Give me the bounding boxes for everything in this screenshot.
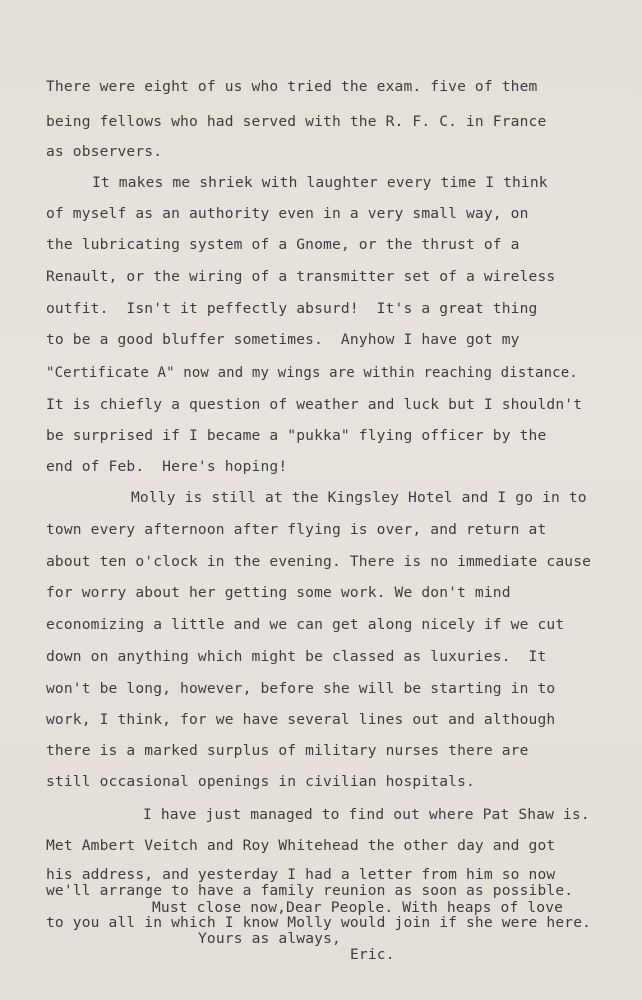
letter-closing: Yours as always, bbox=[198, 930, 341, 947]
letter-line: I have just managed to find out where Pat Shaw is. bbox=[143, 806, 590, 823]
letter-line: Must close now,Dear People. With heaps of love bbox=[152, 899, 564, 916]
letter-line: as observers. bbox=[46, 143, 163, 160]
letter-line: being fellows who had served with the R. F. C. in France bbox=[46, 113, 547, 130]
letter-line: town every afternoon after flying is over, and return at bbox=[46, 521, 547, 538]
letter-line: the lubricating system of a Gnome, or the thrust of a bbox=[46, 236, 520, 253]
letter-line: of myself as an authority even in a very small way, on bbox=[46, 205, 529, 222]
letter-line: Molly is still at the Kingsley Hotel and I go in to bbox=[131, 489, 587, 506]
letter-line: economizing a little and we can get along nicely if we cut bbox=[46, 616, 565, 633]
letter-line: for worry about her getting some work. We don't mind bbox=[46, 584, 511, 601]
letter-line: there is a marked surplus of military nurses there are bbox=[46, 742, 529, 759]
letter-line: Renault, or the wiring of a transmitter set of a wireless bbox=[46, 268, 556, 285]
letter-line: outfit. Isn't it peffectly absurd! It's a great thing bbox=[46, 300, 538, 317]
letter-line: about ten o'clock in the evening. There is no immediate cause bbox=[46, 553, 592, 570]
letter-line: down on anything which might be classed as luxuries. It bbox=[46, 648, 547, 665]
letter-line: be surprised if I became a "pukka" flying officer by the bbox=[46, 427, 547, 444]
letter-line: still occasional openings in civilian hospitals. bbox=[46, 773, 475, 790]
letter-line: "Certificate A" now and my wings are within reaching distance. bbox=[46, 365, 578, 381]
letter-signature: Eric. bbox=[350, 946, 395, 963]
letter-line: Met Ambert Veitch and Roy Whitehead the other day and got bbox=[46, 837, 556, 854]
letter-line: his address, and yesterday I had a letter from him so now bbox=[46, 866, 556, 883]
letter-line: There were eight of us who tried the exam. five of them bbox=[46, 78, 538, 95]
letter-line: end of Feb. Here's hoping! bbox=[46, 458, 288, 475]
letter-line: work, I think, for we have several lines out and although bbox=[46, 711, 556, 728]
letter-line: to you all in which I know Molly would join if she were here. bbox=[46, 914, 592, 931]
letter-line: to be a good bluffer sometimes. Anyhow I have got my bbox=[46, 331, 520, 348]
letter-line: It makes me shriek with laughter every time I think bbox=[92, 174, 548, 191]
letter-line: It is chiefly a question of weather and luck but I shouldn't bbox=[46, 396, 583, 413]
letter-line: we'll arrange to have a family reunion as soon as possible. bbox=[46, 882, 574, 899]
letter-line: won't be long, however, before she will be starting in to bbox=[46, 680, 556, 697]
